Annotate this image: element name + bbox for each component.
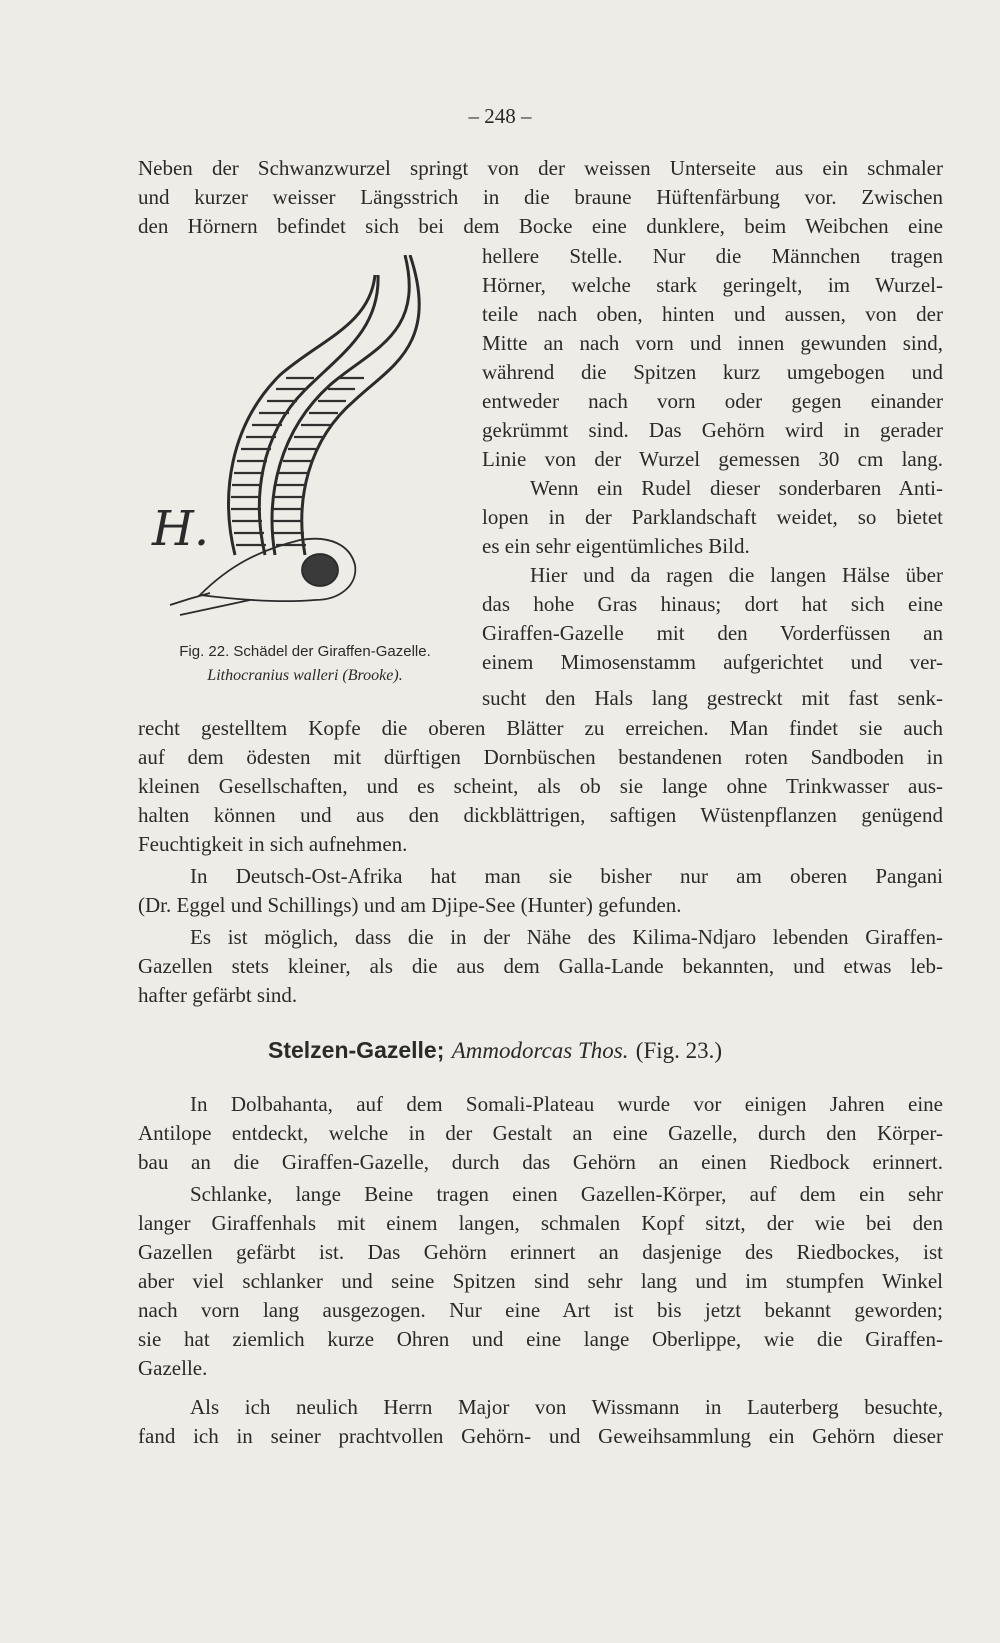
text-line: langer Giraffenhals mit einem langen, schmalen Kopf sitzt, der wie bei den [138,1211,943,1235]
text-line: kleinen Gesellschaften, und es scheint, als ob sie lange ohne Trinkwasser aus- [138,774,943,798]
text-line: (Dr. Eggel und Schillings) und am Djipe-See (Hunter) gefunden. [138,893,682,917]
section-heading [268,1035,722,1066]
text-line: Linie von der Wurzel gemessen 30 cm lang. [482,447,943,471]
skull-horn-illustration [140,255,470,635]
text-line: Hier und da ragen die langen Hälse über [530,563,943,587]
text-line: nach vorn lang ausgezogen. Nur eine Art ist bis jetzt bekannt geworden; [138,1298,943,1322]
figure-species: Lithocranius walleri (Brooke). [207,667,403,684]
text-line: es ein sehr eigentümliches Bild. [482,534,750,558]
text-line: In Deutsch-Ost-Afrika hat man sie bisher nur am oberen Pangani [190,864,943,888]
text-line: Hörner, welche stark geringelt, im Wurzel- [482,273,943,297]
text-line: sucht den Hals lang gestreckt mit fast senk- [482,686,943,710]
text-line: hellere Stelle. Nur die Männchen tragen [482,244,943,268]
signature-monogram: H. [152,501,210,557]
text-line: gekrümmt sind. Das Gehörn wird in gerader [482,418,943,442]
text-line: lopen in der Parklandschaft weidet, so bietet [482,505,943,529]
heading-figure-ref: (Fig. 23.) [635,1038,723,1063]
text-line: Als ich neulich Herrn Major von Wissmann in Lauterberg besuchte, [190,1395,943,1419]
text-line: sie hat ziemlich kurze Ohren und eine lange Oberlippe, wie die Giraffen- [138,1327,943,1351]
text-line: Schlanke, lange Beine tragen einen Gazellen-Körper, auf dem ein sehr [190,1182,943,1206]
text-line: fand ich in seiner prachtvollen Gehörn- und Geweihsammlung ein Gehörn dieser [138,1424,943,1448]
text-line: auf dem ödesten mit dürftigen Dornbüschen bestandenen roten Sandboden in [138,745,943,769]
text-line: einem Mimosenstamm aufgerichtet und ver- [482,650,943,674]
text-line: Neben der Schwanzwurzel springt von der weissen Unterseite aus ein schmaler [138,156,943,180]
text-line: Gazelle. [138,1356,208,1380]
text-line: aber viel schlanker und seine Spitzen sind sehr lang und im stumpfen Winkel [138,1269,943,1293]
text-line: teile nach oben, hinten und aussen, von der [482,302,943,326]
text-line: Mitte an nach vorn und innen gewunden sind, [482,331,943,355]
heading-common-name: Stelzen-Gazelle; [268,1037,445,1063]
text-line: Es ist möglich, dass die in der Nähe des Kilima-Ndjaro lebenden Giraffen- [190,925,943,949]
text-line: entweder nach vorn oder gegen einander [482,389,943,413]
text-line: Gazellen gefärbt ist. Das Gehörn erinnert an dasjenige des Riedbockes, ist [138,1240,943,1264]
text-line: Gazellen stets kleiner, als die aus dem Galla-Lande bekannten, und etwas leb- [138,954,943,978]
text-line: halten können und aus den dickblättrigen, saftigen Wüstenpflanzen genügend [138,803,943,827]
text-line: Feuchtigkeit in sich aufnehmen. [138,832,408,856]
text-line: während die Spitzen kurz umgebogen und [482,360,943,384]
text-line: bau an die Giraffen-Gazelle, durch das Gehörn an einen Riedbock erinnert. [138,1150,943,1174]
heading-genus: Ammodorcas Thos. [451,1038,629,1063]
text-line: recht gestelltem Kopfe die oberen Blätter zu erreichen. Man findet sie auch [138,716,943,740]
text-line: Antilope entdeckt, welche in der Gestalt an eine Gazelle, durch den Körper- [138,1121,943,1145]
text-line: den Hörnern befindet sich bei dem Bocke eine dunklere, beim Weibchen eine [138,214,943,238]
text-line: hafter gefärbt sind. [138,983,298,1007]
page-number: – 248 – [468,104,532,128]
text-line: und kurzer weisser Längsstrich in die braune Hüftenfärbung vor. Zwischen [138,185,943,209]
text-line: Giraffen-Gazelle mit den Vorderfüssen an [482,621,943,645]
text-line: das hohe Gras hinaus; dort hat sich eine [482,592,943,616]
figure-caption: Fig. 22. Schädel der Giraffen-Gazelle. [179,643,431,660]
text-line: In Dolbahanta, auf dem Somali-Plateau wurde vor einigen Jahren eine [190,1092,943,1116]
text-line: Wenn ein Rudel dieser sonderbaren Anti- [530,476,943,500]
